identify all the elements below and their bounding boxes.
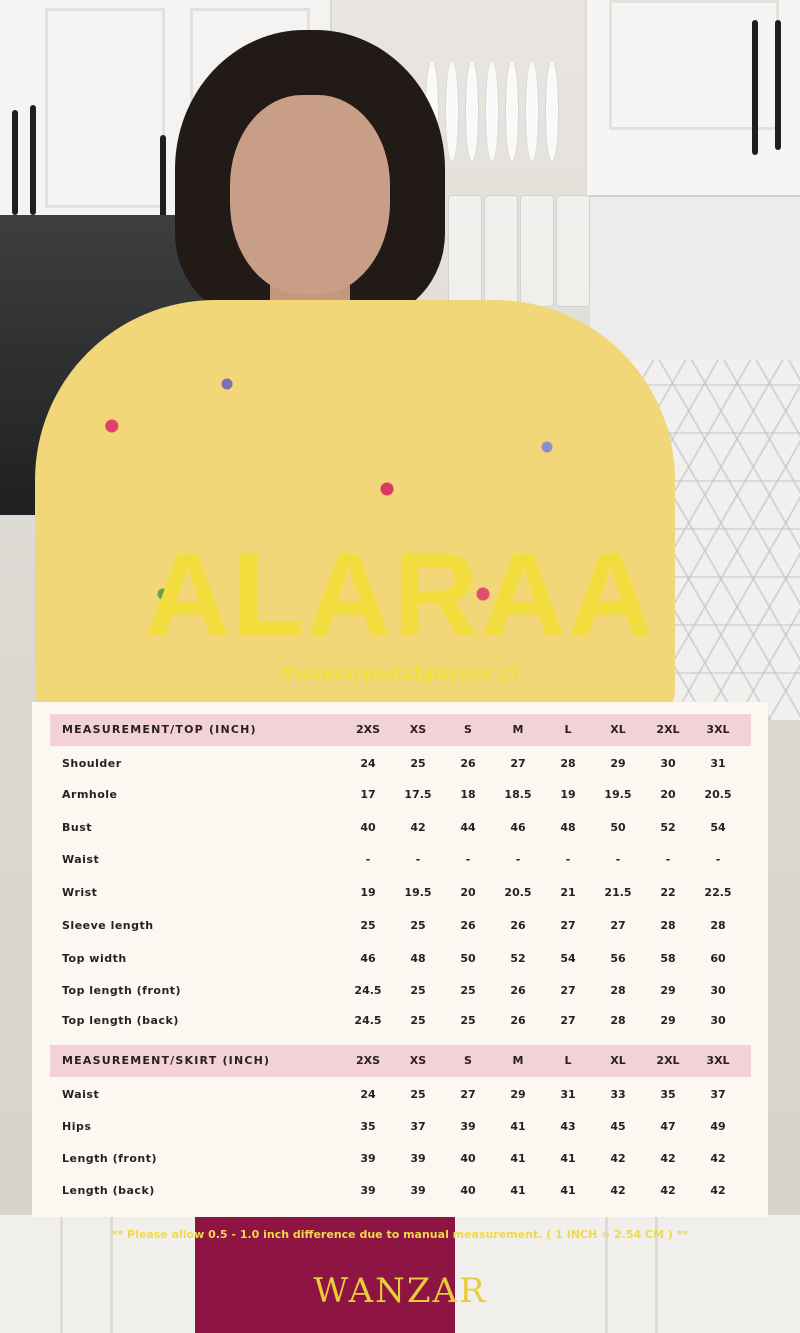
table-row: [50, 844, 751, 876]
table-row: [50, 1005, 751, 1037]
size-chart-card: [32, 702, 768, 1217]
measurement-value: 46: [510, 821, 526, 834]
measurement-value: 39: [410, 1184, 426, 1197]
table-row: [50, 1111, 751, 1143]
measurement-value: 39: [360, 1184, 376, 1197]
row-label: Waist: [62, 853, 100, 866]
measurement-value: 27: [460, 1088, 476, 1101]
measurement-value: 48: [560, 821, 576, 834]
measurement-value: 17.5: [404, 788, 432, 801]
measurement-value: 22.5: [704, 886, 732, 899]
measurement-value: -: [515, 853, 521, 866]
measurement-value: 27: [560, 1014, 576, 1027]
measurement-value: 30: [660, 757, 676, 770]
measurement-value: 28: [560, 757, 576, 770]
measurement-value: 35: [660, 1088, 676, 1101]
model-face: [230, 95, 390, 295]
measurement-value: 31: [560, 1088, 576, 1101]
measurement-value: 25: [360, 919, 376, 932]
row-label: Armhole: [62, 788, 118, 801]
measurement-value: 52: [510, 952, 526, 965]
measurement-value: 28: [610, 1014, 626, 1027]
size-heading: L: [564, 723, 572, 736]
measurement-value: 37: [710, 1088, 726, 1101]
size-heading: 3XL: [706, 723, 730, 736]
measurement-value: 18.5: [504, 788, 532, 801]
brand-logo: WANZAR: [313, 1271, 487, 1311]
size-heading: XL: [610, 1054, 626, 1067]
measurement-value: 20: [460, 886, 476, 899]
measurement-value: 33: [610, 1088, 626, 1101]
row-label: Top length (front): [62, 984, 182, 997]
size-heading: S: [464, 723, 472, 736]
measurement-value: -: [565, 853, 571, 866]
size-heading: XS: [409, 723, 427, 736]
measurement-value: 37: [410, 1120, 426, 1133]
measurement-value: 30: [710, 1014, 726, 1027]
table-row: [50, 1175, 751, 1207]
measurement-value: 19: [560, 788, 576, 801]
measurement-value: 50: [460, 952, 476, 965]
measurement-value: 42: [610, 1184, 626, 1197]
measurement-value: 42: [610, 1152, 626, 1165]
table-row: [50, 877, 751, 909]
table-row: [50, 943, 751, 975]
measurement-value: 50: [610, 821, 626, 834]
measurement-value: 35: [360, 1120, 376, 1133]
measurement-value: 40: [460, 1184, 476, 1197]
table-row: [50, 779, 751, 811]
row-label: Top length (back): [62, 1014, 179, 1027]
measurement-value: 47: [660, 1120, 676, 1133]
measurement-value: 30: [710, 984, 726, 997]
measurement-value: 43: [560, 1120, 576, 1133]
measurement-value: 42: [410, 821, 426, 834]
measurement-value: 26: [510, 919, 526, 932]
measurement-value: 25: [460, 1014, 476, 1027]
measurement-value: 42: [710, 1184, 726, 1197]
shelf-unit: [590, 195, 800, 362]
measurement-value: 27: [510, 757, 526, 770]
row-label: Length (back): [62, 1184, 155, 1197]
row-label: Shoulder: [62, 757, 122, 770]
measurement-value: 24: [360, 757, 376, 770]
measurement-value: 25: [410, 1088, 426, 1101]
measurement-value: 19.5: [604, 788, 632, 801]
measurement-value: 27: [610, 919, 626, 932]
measurement-value: 41: [510, 1184, 526, 1197]
measurement-value: 18: [460, 788, 476, 801]
measurement-value: 25: [410, 1014, 426, 1027]
table-row: [50, 812, 751, 844]
measurement-value: 27: [560, 984, 576, 997]
measurement-value: 42: [660, 1152, 676, 1165]
measurement-value: 40: [360, 821, 376, 834]
measurement-value: -: [465, 853, 471, 866]
measurement-value: 20.5: [704, 788, 732, 801]
measurement-value: 46: [360, 952, 376, 965]
measurement-value: 25: [410, 984, 426, 997]
skirt-table-header: [50, 1045, 751, 1077]
measurement-value: 44: [460, 821, 476, 834]
measurement-value: 26: [510, 984, 526, 997]
size-heading: L: [564, 1054, 572, 1067]
size-heading: M: [512, 723, 524, 736]
size-heading: 2XS: [355, 1054, 381, 1067]
measurement-value: 29: [660, 1014, 676, 1027]
top-table-title: MEASUREMENT/TOP (INCH): [62, 723, 257, 736]
measurement-value: 28: [660, 919, 676, 932]
measurement-value: 29: [610, 757, 626, 770]
measurement-value: 56: [610, 952, 626, 965]
measurement-value: 41: [510, 1120, 526, 1133]
table-row: [50, 748, 751, 780]
measurement-value: 22: [660, 886, 676, 899]
row-label: Wrist: [62, 886, 98, 899]
size-heading: 2XL: [656, 723, 680, 736]
measurement-value: 26: [460, 757, 476, 770]
row-label: Waist: [62, 1088, 100, 1101]
measurement-value: -: [715, 853, 721, 866]
measurement-value: 42: [710, 1152, 726, 1165]
measurement-value: 20.5: [504, 886, 532, 899]
row-label: Top width: [62, 952, 127, 965]
measurement-value: 24.5: [354, 984, 382, 997]
measurement-value: 29: [660, 984, 676, 997]
measurement-value: 45: [610, 1120, 626, 1133]
measurement-value: 54: [560, 952, 576, 965]
measurement-value: 25: [460, 984, 476, 997]
size-heading: 2XL: [656, 1054, 680, 1067]
size-heading: M: [512, 1054, 524, 1067]
size-heading: S: [464, 1054, 472, 1067]
measurement-note: ** Please allow 0.5 - 1.0 inch difference due to manual measurement. ( 1 INCH = 2.54 CM ) **: [111, 1228, 689, 1241]
table-row: [50, 1143, 751, 1175]
measurement-value: 28: [710, 919, 726, 932]
measurement-value: 39: [460, 1120, 476, 1133]
measurement-value: 48: [410, 952, 426, 965]
size-heading: 2XS: [355, 723, 381, 736]
measurement-value: 28: [610, 984, 626, 997]
measurement-value: 21: [560, 886, 576, 899]
measurement-value: 25: [410, 757, 426, 770]
measurement-value: 39: [360, 1152, 376, 1165]
measurement-value: 58: [660, 952, 676, 965]
product-title: ALARAA: [144, 529, 656, 661]
measurement-value: -: [615, 853, 621, 866]
measurement-value: 19: [360, 886, 376, 899]
measurement-value: 17: [360, 788, 376, 801]
measurement-value: -: [665, 853, 671, 866]
measurement-value: 41: [560, 1184, 576, 1197]
table-row: [50, 975, 751, 1007]
skirt-table-title: MEASUREMENT/SKIRT (INCH): [62, 1054, 271, 1067]
size-heading: 3XL: [706, 1054, 730, 1067]
table-row: [50, 1079, 751, 1111]
row-label: Hips: [62, 1120, 92, 1133]
measurement-value: 25: [410, 919, 426, 932]
measurement-value: 21.5: [604, 886, 632, 899]
measurement-value: 41: [560, 1152, 576, 1165]
measurement-value: 26: [460, 919, 476, 932]
measurement-value: 24.5: [354, 1014, 382, 1027]
measurement-value: 20: [660, 788, 676, 801]
measurement-value: 49: [710, 1120, 726, 1133]
measurement-value: 27: [560, 919, 576, 932]
measurement-value: 54: [710, 821, 726, 834]
measurement-value: 40: [460, 1152, 476, 1165]
upper-cabinet-right: [585, 0, 800, 195]
measurement-value: 24: [360, 1088, 376, 1101]
measurement-value: 31: [710, 757, 726, 770]
row-label: Sleeve length: [62, 919, 154, 932]
table-row: [50, 910, 751, 942]
measurement-value: 39: [410, 1152, 426, 1165]
measurement-value: 19.5: [404, 886, 432, 899]
row-label: Length (front): [62, 1152, 158, 1165]
measurement-value: -: [365, 853, 371, 866]
measurement-value: -: [415, 853, 421, 866]
size-heading: XL: [610, 723, 626, 736]
size-heading: XS: [409, 1054, 427, 1067]
measurement-value: 60: [710, 952, 726, 965]
measurement-value: 29: [510, 1088, 526, 1101]
measurement-value: 26: [510, 1014, 526, 1027]
campaign-hashtag: #wanzarnostalgiaraya'25: [280, 664, 520, 684]
top-table-header: [50, 714, 751, 746]
measurement-value: 42: [660, 1184, 676, 1197]
measurement-value: 41: [510, 1152, 526, 1165]
row-label: Bust: [62, 821, 93, 834]
measurement-value: 52: [660, 821, 676, 834]
